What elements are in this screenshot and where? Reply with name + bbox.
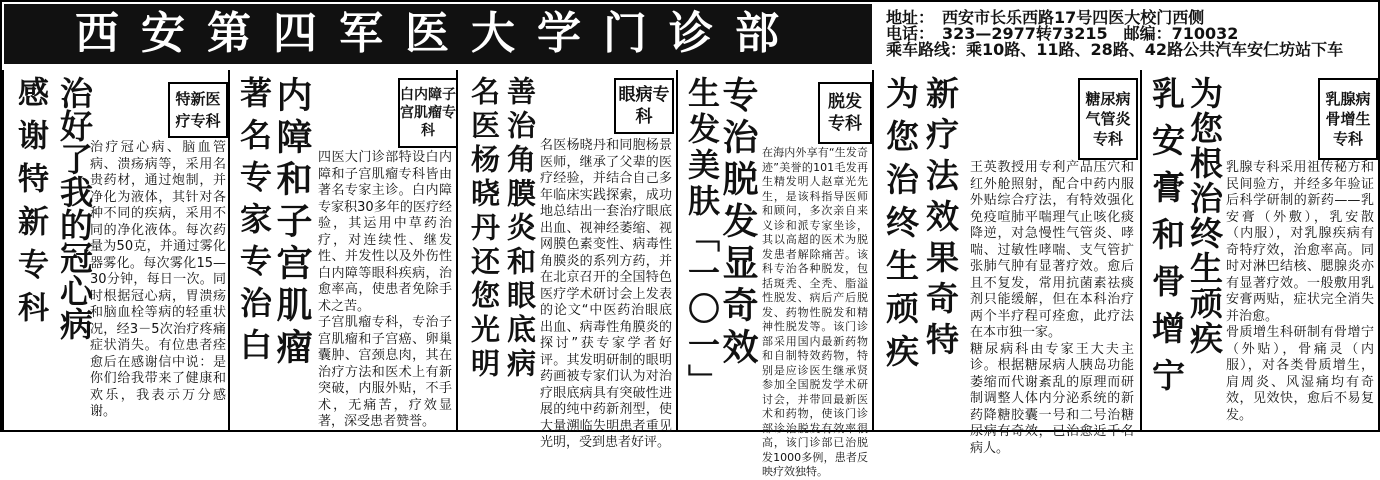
headline-left: 生发美肤「一〇一」: [683, 76, 721, 400]
column-breast-bone: [1140, 70, 1378, 430]
column-diabetes-bronchitis: [872, 70, 1140, 456]
headline-left: 著名专家专治白: [235, 76, 273, 370]
column-cataract-fibroid: [228, 70, 456, 430]
headline-right: 专治脱发显奇效: [717, 76, 759, 370]
headline-left: 感谢特新专科: [12, 76, 48, 334]
bus-route-line: 乘车路线：乘10路、11路、28路、42路公共汽车安仁坊站下车: [886, 40, 1344, 59]
headline-right: 善治角膜炎和眼底病: [503, 76, 537, 382]
headline-left: 为您治终生顽疾: [881, 76, 920, 377]
column-body: 在海内外享有“生发奇迹”美誉的101毛发再生精发明人赵章光先生，是该科指导医师和顾问，多次亲自来义诊和派专家坐诊，其以高超的医术为脱发患者解除痛苦。该科专治各种脱发，包括斑秃、全秃、脂溢性脱发、病后产后脱发、药物性脱发和精神性脱发等。该门诊部采用国内最新药物和自制特效药物，特别是应诊医生继承贤参加全国脱发学术研讨会，并带回最新医术和药物，使该门诊部诊治脱发有效率很高，该门诊部已治脱发1000多例，患者反映疗效独特。: [762, 146, 868, 478]
phone-line: 电话： 323—2977转73215 邮编：710032: [886, 24, 1239, 43]
department-box: 眼病专科: [614, 78, 674, 134]
column-eye-disease: [456, 70, 676, 450]
column-body: 乳腺专科采用祖传秘方和民间验方，并经多年验证后科学研制的新药——乳安膏（外敷），乳安散（内服），对乳腺疾病有奇特疗效，治愈率高。同时对淋巴结核、腮腺炎亦有显著疗效。一般敷用乳安膏两贴，症状完全消失并治愈。 骨质增生科研制有骨增宁（外贴），骨痛灵（内服），对各类骨质增生，肩周炎、风湿痛均有奇效，见效快，愈后不易复发。: [1226, 160, 1374, 423]
column-hair-loss: [676, 70, 872, 478]
headline-right: 治好了我的冠心病: [55, 76, 94, 340]
column-body: 治疗冠心病、脑血管病、溃疡病等，采用名贵药材，通过炮制，并净化为液体，其针对各种不同的疾病，采用不同的净化液体。每次药量为50克，并通过雾化器雾化。每次雾化15—30分钟，每日一次。同时根据冠心病，胃溃疡和脑血栓等病的轻重状况，经3－5次治疗疼痛症状消失。有位患者痊愈后在感谢信中说：是你们给我带来了健康和欢乐，我表示万分感谢。: [90, 140, 226, 419]
headline-left: 名医杨晓丹还您光明: [467, 76, 501, 382]
headline-right: 为您根治终生顽疾: [1185, 76, 1224, 356]
column-body: 名医杨晓丹和同胞杨景医师，继承了父辈的医疗经验，并结合自己多年临床实践探索，成功地总结出一套治疗眼底出血、视神经萎缩、视网膜色素变性、病毒性角膜炎的系列方药，并在北京召开的全国特色医疗学术研讨会上发表的论文“中医药治眼底出血、病毒性角膜炎的探讨”获专家学者好评。其发明研制的眼明药画被专家们认为对治疗眼底病具有突破性进展的纯中药新剂型，使大量溯临失明患者重见光明，受到患者好评。: [540, 138, 672, 450]
column-cardiology: [2, 70, 228, 430]
column-body: 王英教授用专利产品压穴和红外舱照射，配合中药内服外贴综合疗法，有特效强化免疫喧肺平喘理气止咳化痰降逆，对急慢性气管炎、哮喘、过敏性哮喘、支气管扩张肺气肿有显著疗效。愈后且不复发，常用抗菌素祛痰剂只能缓解，但在本科治疗两个半疗程可痊愈，此疗法在本市独一家。 糖尿病科由专家王大夫主诊。根据糖尿病人胰岛功能萎缩而代谢紊乱的原理而研制调整人体内分泌系统的新药降糖胶囊一号和二号治糖尿病有奇效，已治愈近千名病人。: [970, 160, 1134, 456]
headline-right: 新疗法效果奇特: [921, 76, 960, 363]
clinic-name-banner: 西安第四军医大学门诊部: [4, 4, 872, 64]
department-box: 脱发专科: [818, 82, 872, 144]
department-box: 糖尿病气管炎专科: [1078, 78, 1138, 160]
ad-header: [2, 2, 1378, 68]
address-line: 地址： 西安市长乐西路17号四医大校门西侧: [886, 8, 1205, 27]
department-box: 特新医疗专科: [168, 82, 228, 138]
headline-left: 乳安膏和骨增宁: [1147, 76, 1186, 405]
headline-right: 内障和子宫肌瘤: [271, 76, 313, 370]
contact-info: [886, 10, 1376, 58]
column-body: 四医大门诊部特设白内障和子宫肌瘤专科皆由著名专家主诊。白内障专家积30多年的医疗经验，其运用中草药治疗，对连续性、继发性、并发性以及外伤性白内障等眼科疾病，治愈率高，使患者免除手术之苦。 子宫肌瘤专科，专治子宫肌瘤和子宫癌、卵巢囊肿、宫颈息肉，其在治疗方法和医术上有新突破，内服外贴，不手术，无痛苦，疗效显著，深受患者赞誉。: [318, 150, 452, 429]
department-box: 乳腺病骨增生专科: [1318, 78, 1378, 160]
department-box: 白内障子宫肌瘤专科: [398, 78, 458, 148]
